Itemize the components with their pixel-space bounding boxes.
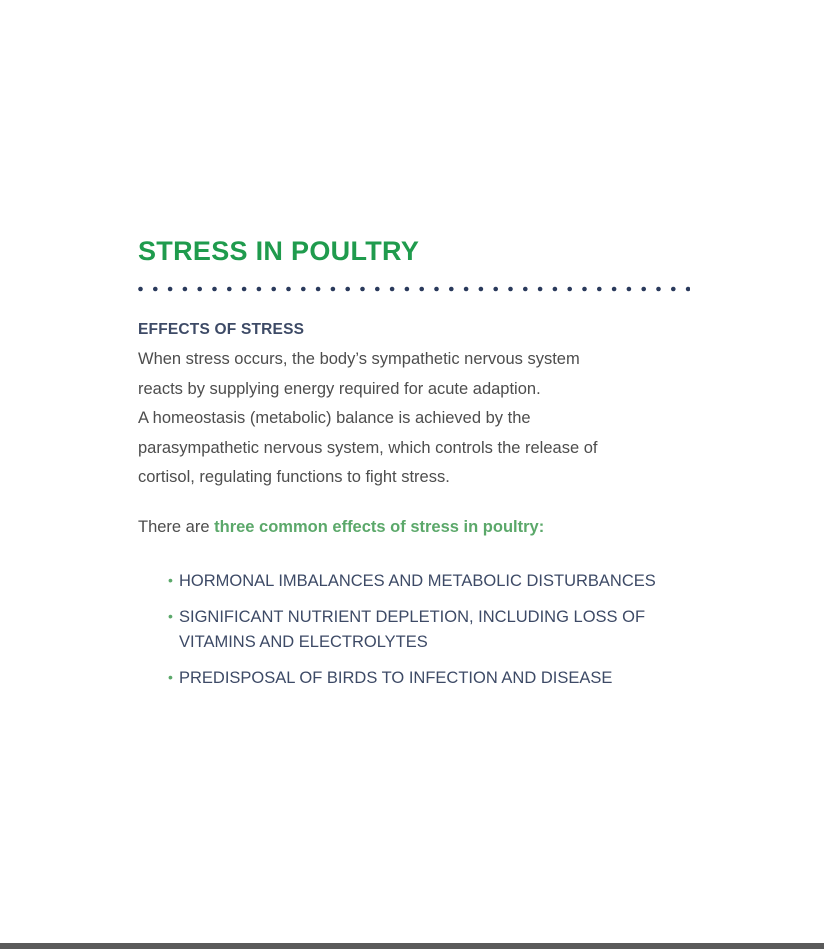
divider-dot: [686, 287, 690, 292]
divider-dot: [227, 287, 232, 292]
divider-dot: [286, 287, 291, 292]
divider-dot: [508, 287, 513, 292]
divider-dot: [301, 287, 306, 292]
divider-dot: [183, 287, 188, 292]
divider-dot: [405, 287, 410, 292]
bullet-icon: •: [168, 608, 173, 624]
divider-dot: [360, 287, 365, 292]
divider-dot: [479, 287, 484, 292]
divider-dot: [271, 287, 276, 292]
divider-dot: [153, 287, 158, 292]
paragraph-line: cortisol, regulating functions to fight stress.: [138, 468, 450, 486]
effects-intro: [138, 518, 544, 537]
divider-dot: [582, 287, 587, 292]
divider-dot: [138, 287, 143, 292]
bullet-icon: •: [168, 669, 173, 685]
divider-dot: [641, 287, 646, 292]
dotted-divider: [138, 286, 690, 292]
intro-highlight: three common effects of stress in poultry:: [214, 518, 545, 536]
paragraph-line: When stress occurs, the body’s sympathetic nervous system: [138, 350, 580, 368]
divider-dot: [671, 287, 676, 292]
effects-list: [168, 569, 656, 702]
divider-dot: [597, 287, 602, 292]
list-item-text: SIGNIFICANT NUTRIENT DEPLETION, INCLUDING LOSS OF: [179, 608, 646, 626]
divider-dot: [390, 287, 395, 292]
divider-dot: [316, 287, 321, 292]
paragraph-line: A homeostasis (metabolic) balance is achieved by the: [138, 409, 531, 427]
divider-dot: [656, 287, 661, 292]
divider-dot: [257, 287, 262, 292]
divider-dot: [553, 287, 558, 292]
divider-dot: [434, 287, 439, 292]
list-item-text: PREDISPOSAL OF BIRDS TO INFECTION AND DISEASE: [179, 669, 613, 687]
divider-dot: [612, 287, 617, 292]
divider-dot: [567, 287, 572, 292]
divider-dot: [331, 287, 336, 292]
page-title: STRESS IN POULTRY: [138, 236, 420, 266]
divider-dot: [212, 287, 217, 292]
intro-prefix: There are: [138, 518, 215, 536]
section-heading: EFFECTS OF STRESS: [138, 321, 305, 338]
divider-dot: [627, 287, 632, 292]
divider-dot: [168, 287, 173, 292]
divider-dot: [345, 287, 350, 292]
divider-dot: [242, 287, 247, 292]
divider-dot: [375, 287, 380, 292]
divider-dot: [197, 287, 202, 292]
divider-dot: [538, 287, 543, 292]
list-item-text: HORMONAL IMBALANCES AND METABOLIC DISTURBANCES: [179, 572, 656, 590]
divider-dot: [449, 287, 454, 292]
paragraph-line: reacts by supplying energy required for acute adaption.: [138, 379, 541, 398]
list-item: [168, 605, 656, 655]
divider-dot: [523, 287, 528, 292]
list-item: [168, 666, 656, 691]
divider-dot: [493, 287, 498, 292]
paragraph-homeostasis: [138, 404, 597, 493]
bottom-bar: [0, 943, 824, 949]
list-item: [168, 569, 656, 594]
list-item-text: VITAMINS AND ELECTROLYTES: [179, 633, 428, 651]
divider-dot: [419, 287, 424, 292]
divider-dot: [464, 287, 469, 292]
paragraph-sympathetic: [138, 345, 580, 404]
paragraph-line: parasympathetic nervous system, which controls the release of: [138, 438, 598, 457]
bullet-icon: •: [168, 572, 173, 588]
